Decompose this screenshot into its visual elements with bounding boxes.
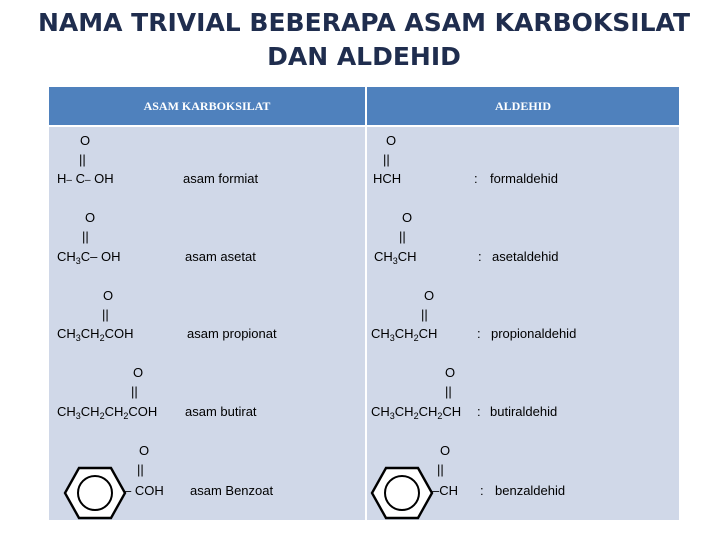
- acid-name-butirat: asam butirat: [185, 404, 257, 419]
- aldehyde-name-propionaldehid: propionaldehid: [491, 326, 577, 341]
- double-bond: ||: [79, 152, 86, 167]
- header-asam-karboksilat: ASAM KARBOKSILAT: [49, 87, 365, 126]
- separator: :: [477, 326, 481, 341]
- acid-formula-benzoat: – COH: [124, 483, 164, 498]
- aldehyde-name-benzaldehid: benzaldehid: [495, 483, 566, 498]
- double-bond: ||: [421, 307, 428, 322]
- oxygen-atom: O: [80, 133, 91, 148]
- double-bond: ||: [131, 384, 138, 399]
- double-bond: ||: [82, 229, 89, 244]
- double-bond: ||: [399, 229, 406, 244]
- title-line-2: DAN ALDEHID: [267, 42, 461, 71]
- aldehyde-formula-asetaldehid: $CH_3CH$: [374, 249, 417, 266]
- aldehyde-name-asetaldehid: asetaldehid: [492, 249, 559, 264]
- acid-name-propionat: asam propionat: [187, 326, 277, 341]
- oxygen-atom: O: [133, 365, 144, 380]
- acid-formula-butirat: $CH_3CH_2CH_2COH$: [57, 404, 158, 421]
- aldehyde-name-formaldehid: formaldehid: [490, 171, 558, 186]
- double-bond: ||: [102, 307, 109, 322]
- acid-name-asetat: asam asetat: [185, 249, 256, 264]
- separator: :: [480, 483, 484, 498]
- separator: :: [477, 404, 481, 419]
- double-bond: ||: [383, 152, 390, 167]
- acid-name-formiat: asam formiat: [183, 171, 259, 186]
- double-bond: ||: [437, 462, 444, 477]
- oxygen-atom: O: [386, 133, 397, 148]
- oxygen-atom: O: [85, 210, 96, 225]
- aldehyde-formula-formaldehid: HCH: [373, 171, 402, 186]
- separator: :: [478, 249, 482, 264]
- separator: :: [474, 171, 478, 186]
- acid-formula-asetat: $CH_3C-$ OH: [57, 249, 121, 266]
- benzene-ring-icon: [63, 466, 127, 520]
- header-aldehid: ALDEHID: [367, 87, 679, 126]
- title-line-1: NAMA TRIVIAL BEBERAPA ASAM KARBOKSILAT: [37, 8, 690, 37]
- double-bond: ||: [137, 462, 144, 477]
- acid-formula-propionat: $CH_3CH_2COH$: [57, 326, 134, 343]
- double-bond: ||: [445, 384, 452, 399]
- slide-title: [0, 6, 728, 74]
- aldehyde-formula-propionaldehid: $CH_3CH_2CH$: [371, 326, 438, 343]
- aldehyde-name-butiraldehid: butiraldehid: [490, 404, 558, 419]
- oxygen-atom: O: [402, 210, 413, 225]
- acid-name-benzoat: asam Benzoat: [190, 483, 274, 498]
- aldehyde-formula-butiraldehid: $CH_3CH_2CH_2CH$: [371, 404, 462, 421]
- oxygen-atom: O: [440, 443, 451, 458]
- oxygen-atom: O: [139, 443, 150, 458]
- oxygen-atom: O: [424, 288, 435, 303]
- acid-formula-formiat: H– C– OH: [57, 171, 114, 186]
- benzene-ring-icon: [370, 466, 434, 520]
- oxygen-atom: O: [103, 288, 114, 303]
- oxygen-atom: O: [445, 365, 456, 380]
- aldehyde-formula-benzaldehid: –CH: [432, 483, 459, 498]
